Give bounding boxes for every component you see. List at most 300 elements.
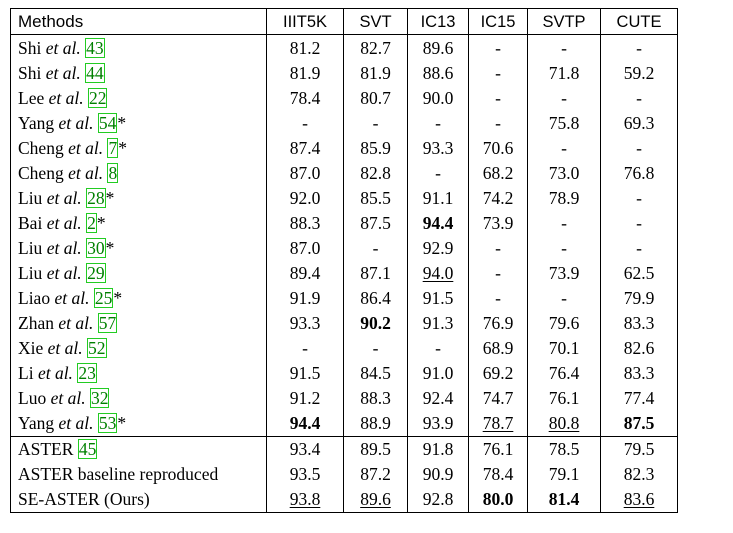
cell-value: - xyxy=(636,187,642,208)
method-cell xyxy=(11,60,267,85)
cell-value: 73.9 xyxy=(482,212,514,233)
value-cell xyxy=(601,311,678,336)
value-cell xyxy=(528,210,601,235)
method-asterisk: * xyxy=(96,212,106,233)
cell-value: 86.4 xyxy=(360,287,391,308)
cell-value: - xyxy=(495,287,501,308)
citation-link[interactable]: 53 xyxy=(98,413,117,434)
col-header-iiit5k: IIIT5K xyxy=(267,9,344,35)
method-etal: et al. xyxy=(45,62,81,83)
cell-value: 91.2 xyxy=(289,388,321,409)
table-row xyxy=(11,436,678,462)
method-cell xyxy=(11,185,267,210)
cell-value: 92.0 xyxy=(289,187,321,208)
cell-value: 89.5 xyxy=(360,439,391,460)
value-cell xyxy=(528,436,601,462)
value-cell xyxy=(469,60,528,85)
value-cell xyxy=(408,235,469,260)
col-header-svtp: SVTP xyxy=(528,9,601,35)
citation-link[interactable]: 7 xyxy=(108,137,118,158)
value-cell xyxy=(528,336,601,361)
method-etal: et al. xyxy=(46,237,82,258)
value-cell xyxy=(601,361,678,386)
value-cell xyxy=(408,361,469,386)
value-cell xyxy=(528,235,601,260)
method-etal: et al. xyxy=(46,212,82,233)
method-etal: et al. xyxy=(58,413,94,434)
method-cell xyxy=(11,210,267,235)
value-cell xyxy=(408,336,469,361)
cell-value: 81.9 xyxy=(289,62,321,83)
value-cell xyxy=(408,411,469,437)
method-author: Shi xyxy=(18,37,42,58)
citation-link[interactable]: 23 xyxy=(78,363,96,384)
value-cell xyxy=(267,487,344,513)
cell-value: - xyxy=(495,262,501,283)
cell-value: 78.9 xyxy=(548,187,580,208)
method-etal: et al. xyxy=(45,37,81,58)
cell-value: - xyxy=(636,237,642,258)
value-cell xyxy=(601,35,678,61)
value-cell xyxy=(267,260,344,285)
cell-value: 94.0 xyxy=(422,262,454,283)
value-cell xyxy=(408,436,469,462)
cell-value: - xyxy=(561,287,567,308)
value-cell xyxy=(344,411,408,437)
value-cell xyxy=(469,235,528,260)
value-cell xyxy=(344,110,408,135)
method-asterisk: * xyxy=(105,187,115,208)
method-etal: et al. xyxy=(58,112,94,133)
cell-value: 91.1 xyxy=(422,187,454,208)
value-cell xyxy=(267,462,344,487)
method-asterisk: * xyxy=(118,137,127,158)
value-cell xyxy=(469,35,528,61)
value-cell xyxy=(469,462,528,487)
value-cell xyxy=(469,160,528,185)
cell-value: 83.3 xyxy=(623,313,655,334)
cell-value: 93.8 xyxy=(289,489,321,510)
table-row xyxy=(11,110,678,135)
citation-link[interactable]: 29 xyxy=(87,262,105,283)
method-cell xyxy=(11,35,267,61)
citation-link[interactable]: 8 xyxy=(108,162,118,183)
cell-value: - xyxy=(495,62,501,83)
method-cell xyxy=(11,110,267,135)
value-cell xyxy=(469,386,528,411)
cell-value: 79.5 xyxy=(623,439,655,460)
cell-value: 93.5 xyxy=(289,464,321,485)
table-row xyxy=(11,386,678,411)
cell-value: 90.2 xyxy=(360,313,391,334)
method-cell xyxy=(11,135,267,160)
cell-value: 93.9 xyxy=(422,413,454,434)
method-cell xyxy=(11,361,267,386)
value-cell xyxy=(469,110,528,135)
value-cell xyxy=(601,462,678,487)
value-cell xyxy=(344,235,408,260)
method-cell xyxy=(11,411,267,437)
cell-value: 83.6 xyxy=(623,489,655,510)
cell-value: 85.9 xyxy=(360,137,391,158)
cell-value: 82.3 xyxy=(623,464,655,485)
cell-value: 87.4 xyxy=(289,137,321,158)
method-author: Bai xyxy=(18,212,43,233)
value-cell xyxy=(528,311,601,336)
col-header-cute: CUTE xyxy=(601,9,678,35)
cell-value: 93.3 xyxy=(289,313,321,334)
citation-link[interactable]: 54 xyxy=(98,112,117,133)
table-row xyxy=(11,260,678,285)
method-etal: et al. xyxy=(46,187,82,208)
cell-value: 91.5 xyxy=(289,363,321,384)
cell-value: 82.7 xyxy=(360,37,391,58)
citation-link[interactable]: 45 xyxy=(78,439,97,460)
cell-value: 59.2 xyxy=(623,62,655,83)
citation-link[interactable]: 28 xyxy=(87,187,105,208)
value-cell xyxy=(344,436,408,462)
value-cell xyxy=(601,260,678,285)
value-cell xyxy=(344,185,408,210)
cell-value: 87.0 xyxy=(289,237,321,258)
cell-value: 87.5 xyxy=(623,413,655,434)
value-cell xyxy=(267,311,344,336)
method-author: Liu xyxy=(18,237,43,258)
method-etal: et al. xyxy=(46,262,82,283)
table-row xyxy=(11,311,678,336)
cell-value: 81.4 xyxy=(548,489,580,510)
value-cell xyxy=(528,361,601,386)
value-cell xyxy=(469,411,528,437)
table-row xyxy=(11,35,678,61)
cell-value: 84.5 xyxy=(360,363,391,384)
value-cell xyxy=(601,411,678,437)
method-author: SE-ASTER (Ours) xyxy=(18,489,150,510)
cell-value: 88.3 xyxy=(360,388,391,409)
method-author: Zhan xyxy=(18,313,54,334)
table-row xyxy=(11,361,678,386)
value-cell xyxy=(528,160,601,185)
cell-value: 76.9 xyxy=(482,313,514,334)
cell-value: 87.2 xyxy=(360,464,391,485)
cell-value: 90.9 xyxy=(422,464,454,485)
cell-value: - xyxy=(561,37,567,58)
value-cell xyxy=(528,110,601,135)
cell-value: 88.6 xyxy=(422,62,454,83)
value-cell xyxy=(344,462,408,487)
cell-value: 94.4 xyxy=(422,212,454,233)
col-header-ic15: IC15 xyxy=(469,9,528,35)
cell-value: 80.7 xyxy=(360,87,391,108)
cell-value: 81.2 xyxy=(289,37,321,58)
method-etal: et al. xyxy=(50,388,86,409)
value-cell xyxy=(344,361,408,386)
cell-value: 89.6 xyxy=(360,489,391,510)
value-cell xyxy=(469,285,528,310)
value-cell xyxy=(408,462,469,487)
cell-value: 87.5 xyxy=(360,212,391,233)
cell-value: 69.3 xyxy=(623,112,655,133)
value-cell xyxy=(344,210,408,235)
value-cell xyxy=(528,260,601,285)
cell-value: 82.6 xyxy=(623,338,655,359)
method-author: Lee xyxy=(18,87,45,108)
cell-value: - xyxy=(302,338,308,359)
method-cell xyxy=(11,311,267,336)
value-cell xyxy=(344,285,408,310)
value-cell xyxy=(601,185,678,210)
value-cell xyxy=(601,487,678,513)
cell-value: 69.2 xyxy=(482,363,514,384)
table-row xyxy=(11,210,678,235)
method-etal: et al. xyxy=(68,137,104,158)
value-cell xyxy=(601,436,678,462)
value-cell xyxy=(528,85,601,110)
value-cell xyxy=(469,436,528,462)
value-cell xyxy=(344,311,408,336)
value-cell xyxy=(408,135,469,160)
value-cell xyxy=(469,336,528,361)
table-body xyxy=(11,35,678,513)
value-cell xyxy=(344,487,408,513)
cell-value: 80.0 xyxy=(482,489,514,510)
value-cell xyxy=(601,210,678,235)
value-cell xyxy=(528,60,601,85)
cell-value: - xyxy=(636,87,642,108)
cell-value: 93.3 xyxy=(422,137,454,158)
citation-link[interactable]: 57 xyxy=(98,313,117,334)
method-cell xyxy=(11,235,267,260)
cell-value: - xyxy=(435,162,441,183)
cell-value: - xyxy=(561,137,567,158)
value-cell xyxy=(601,336,678,361)
cell-value: 87.1 xyxy=(360,262,391,283)
cell-value: - xyxy=(561,87,567,108)
method-etal: et al. xyxy=(48,87,84,108)
citation-link[interactable]: 2 xyxy=(87,212,96,233)
cell-value: 73.0 xyxy=(548,162,580,183)
value-cell xyxy=(469,185,528,210)
cell-value: - xyxy=(636,37,642,58)
value-cell xyxy=(267,235,344,260)
value-cell xyxy=(528,411,601,437)
value-cell xyxy=(344,135,408,160)
col-header-methods: Methods xyxy=(11,9,267,35)
cell-value: - xyxy=(372,237,379,258)
method-author: Yang xyxy=(18,413,55,434)
table-row xyxy=(11,336,678,361)
cell-value: - xyxy=(636,212,642,233)
cell-value: 89.4 xyxy=(289,262,321,283)
method-asterisk: * xyxy=(117,413,127,434)
cell-value: 75.8 xyxy=(548,112,580,133)
method-author: Cheng xyxy=(18,137,64,158)
cell-value: 74.7 xyxy=(482,388,514,409)
value-cell xyxy=(528,462,601,487)
citation-link[interactable]: 30 xyxy=(87,237,105,258)
value-cell xyxy=(267,85,344,110)
value-cell xyxy=(267,110,344,135)
cell-value: 68.9 xyxy=(482,338,514,359)
method-asterisk: * xyxy=(113,287,123,308)
value-cell xyxy=(601,60,678,85)
table-row xyxy=(11,60,678,85)
cell-value: 76.1 xyxy=(482,439,514,460)
value-cell xyxy=(267,436,344,462)
method-cell xyxy=(11,160,267,185)
cell-value: 78.4 xyxy=(482,464,514,485)
value-cell xyxy=(528,35,601,61)
method-author: Shi xyxy=(18,62,42,83)
cell-value: 92.9 xyxy=(422,237,454,258)
cell-value: - xyxy=(372,338,379,359)
cell-value: - xyxy=(435,112,441,133)
cell-value: 71.8 xyxy=(548,62,580,83)
cell-value: 88.3 xyxy=(289,212,321,233)
cell-value: 88.9 xyxy=(360,413,391,434)
value-cell xyxy=(267,160,344,185)
value-cell xyxy=(267,135,344,160)
citation-link[interactable]: 25 xyxy=(94,287,113,308)
value-cell xyxy=(267,411,344,437)
citation-link[interactable]: 52 xyxy=(88,338,106,359)
citation-link[interactable]: 43 xyxy=(86,37,104,58)
value-cell xyxy=(344,260,408,285)
table-row xyxy=(11,285,678,310)
citation-link[interactable]: 32 xyxy=(90,388,109,409)
table-row xyxy=(11,185,678,210)
cell-value: 76.4 xyxy=(548,363,580,384)
cell-value: 80.8 xyxy=(548,413,580,434)
value-cell xyxy=(267,35,344,61)
cell-value: 89.6 xyxy=(422,37,454,58)
value-cell xyxy=(408,487,469,513)
cell-value: 78.5 xyxy=(548,439,580,460)
cell-value: 92.8 xyxy=(422,489,454,510)
citation-link[interactable]: 44 xyxy=(86,62,104,83)
value-cell xyxy=(408,386,469,411)
value-cell xyxy=(267,285,344,310)
cell-value: - xyxy=(435,338,441,359)
cell-value: - xyxy=(495,87,501,108)
col-header-svt: SVT xyxy=(344,9,408,35)
cell-value: 92.4 xyxy=(422,388,454,409)
method-cell xyxy=(11,462,267,487)
method-author: Liao xyxy=(18,287,51,308)
value-cell xyxy=(528,285,601,310)
cell-value: 76.1 xyxy=(548,388,580,409)
value-cell xyxy=(344,160,408,185)
value-cell xyxy=(469,487,528,513)
method-author: Liu xyxy=(18,187,43,208)
citation-link[interactable]: 22 xyxy=(88,87,107,108)
table-row xyxy=(11,235,678,260)
value-cell xyxy=(408,210,469,235)
value-cell xyxy=(267,336,344,361)
method-etal: et al. xyxy=(37,363,73,384)
method-cell xyxy=(11,336,267,361)
value-cell xyxy=(528,487,601,513)
value-cell xyxy=(601,85,678,110)
value-cell xyxy=(408,285,469,310)
cell-value: 62.5 xyxy=(623,262,655,283)
value-cell xyxy=(267,185,344,210)
value-cell xyxy=(469,85,528,110)
value-cell xyxy=(267,60,344,85)
value-cell xyxy=(469,361,528,386)
value-cell xyxy=(267,210,344,235)
table-row xyxy=(11,462,678,487)
cell-value: 77.4 xyxy=(623,388,655,409)
cell-value: 91.9 xyxy=(289,287,321,308)
cell-value: - xyxy=(495,37,501,58)
cell-value: 70.1 xyxy=(548,338,580,359)
method-cell xyxy=(11,386,267,411)
cell-value: - xyxy=(561,212,567,233)
cell-value: - xyxy=(372,112,379,133)
method-author: ASTER baseline reproduced xyxy=(18,464,219,485)
cell-value: 68.2 xyxy=(482,162,514,183)
method-author: Yang xyxy=(18,112,55,133)
cell-value: 91.0 xyxy=(422,363,454,384)
cell-value: 76.8 xyxy=(623,162,655,183)
value-cell xyxy=(469,210,528,235)
value-cell xyxy=(267,386,344,411)
cell-value: 85.5 xyxy=(360,187,391,208)
method-cell xyxy=(11,436,267,462)
cell-value: 78.7 xyxy=(482,413,514,434)
header-row xyxy=(11,9,678,35)
method-author: Luo xyxy=(18,388,47,409)
value-cell xyxy=(344,386,408,411)
value-cell xyxy=(528,135,601,160)
table-row xyxy=(11,411,678,437)
value-cell xyxy=(408,185,469,210)
col-header-ic13: IC13 xyxy=(408,9,469,35)
cell-value: 93.4 xyxy=(289,439,321,460)
results-table xyxy=(10,8,678,513)
method-etal: et al. xyxy=(47,338,83,359)
method-etal: et al. xyxy=(58,313,94,334)
cell-value: - xyxy=(302,112,308,133)
method-author: Xie xyxy=(18,338,44,359)
table-row xyxy=(11,135,678,160)
table-row xyxy=(11,85,678,110)
cell-value: 91.3 xyxy=(422,313,454,334)
cell-value: - xyxy=(636,137,642,158)
value-cell xyxy=(408,85,469,110)
cell-value: 74.2 xyxy=(482,187,514,208)
cell-value: - xyxy=(495,112,501,133)
method-author: Liu xyxy=(18,262,43,283)
value-cell xyxy=(528,185,601,210)
value-cell xyxy=(601,386,678,411)
value-cell xyxy=(344,35,408,61)
method-author: Cheng xyxy=(18,162,64,183)
method-author: Li xyxy=(18,363,34,384)
value-cell xyxy=(408,260,469,285)
cell-value: 73.9 xyxy=(548,262,580,283)
cell-value: 87.0 xyxy=(289,162,321,183)
value-cell xyxy=(344,60,408,85)
value-cell xyxy=(601,135,678,160)
method-asterisk: * xyxy=(105,237,115,258)
value-cell xyxy=(469,311,528,336)
value-cell xyxy=(408,35,469,61)
method-asterisk: * xyxy=(117,112,127,133)
value-cell xyxy=(267,361,344,386)
value-cell xyxy=(528,386,601,411)
